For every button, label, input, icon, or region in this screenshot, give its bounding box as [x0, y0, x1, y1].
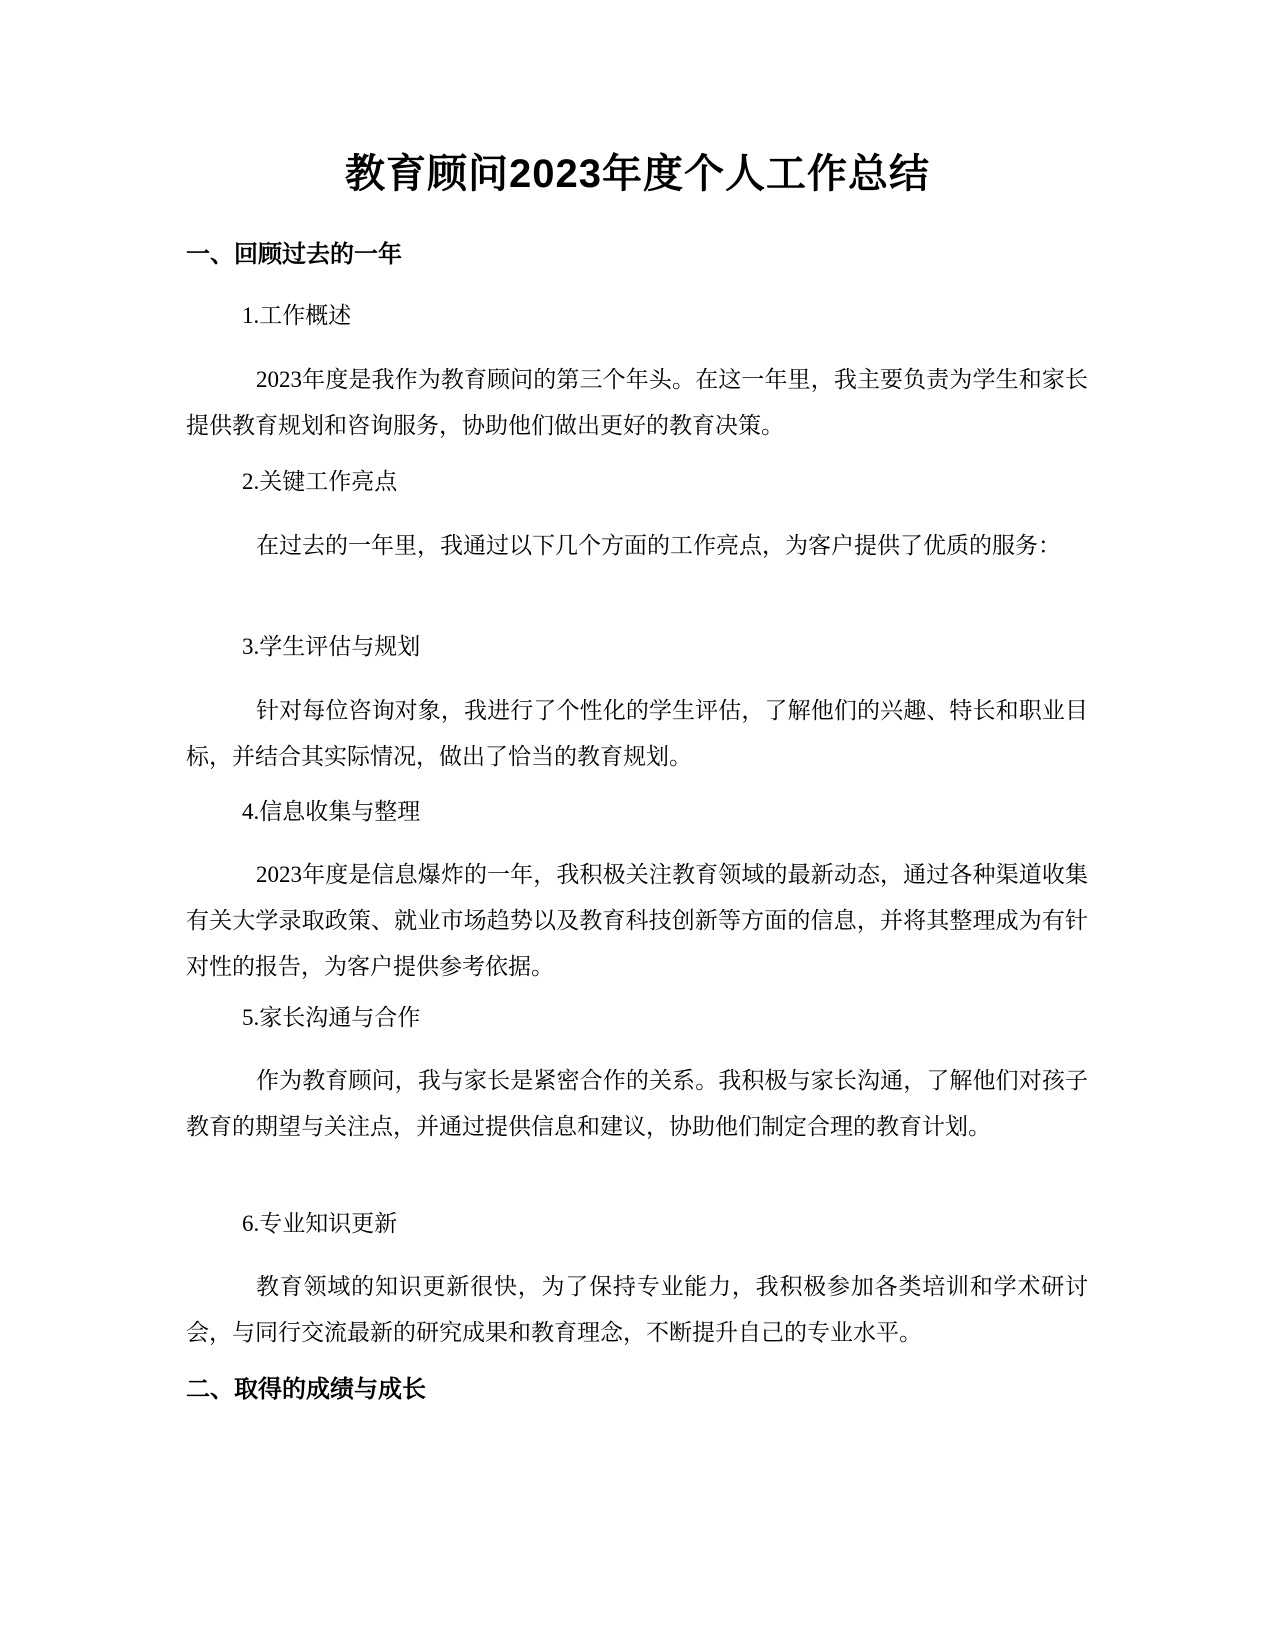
- subheading-4: 4.信息收集与整理: [242, 799, 421, 824]
- paragraph-1: 2023年度是我作为教育顾问的第三个年头。在这一年里，我主要负责为学生和家长提供教育规划和咨询服务，协助他们做出更好的教育决策。: [186, 367, 1088, 438]
- subheading-5: 5.家长沟通与合作: [242, 1005, 421, 1030]
- paragraph-6: 教育领域的知识更新很快，为了保持专业能力，我积极参加各类培训和学术研讨会，与同行交流最新的研究成果和教育理念，不断提升自己的专业水平。: [186, 1274, 1088, 1345]
- paragraph-3: 针对每位咨询对象，我进行了个性化的学生评估，了解他们的兴趣、特长和职业目标，并结合其实际情况，做出了恰当的教育规划。: [186, 698, 1088, 769]
- section-heading-2: 二、取得的成绩与成长: [186, 1376, 426, 1403]
- document-title: 教育顾问2023年度个人工作总结: [345, 152, 930, 196]
- subheading-3: 3.学生评估与规划: [242, 634, 421, 659]
- subheading-2: 2.关键工作亮点: [242, 469, 398, 494]
- section-heading-1: 一、回顾过去的一年: [186, 241, 402, 268]
- paragraph-4: 2023年度是信息爆炸的一年，我积极关注教育领域的最新动态，通过各种渠道收集有关大学录取政策、就业市场趋势以及教育科技创新等方面的信息，并将其整理成为有针对性的报告，为客户提供参考依据。: [186, 862, 1088, 979]
- paragraph-2: 在过去的一年里，我通过以下几个方面的工作亮点，为客户提供了优质的服务：: [256, 533, 1061, 558]
- subheading-1: 1.工作概述: [242, 303, 352, 328]
- paragraph-5: 作为教育顾问，我与家长是紧密合作的关系。我积极与家长沟通，了解他们对孩子教育的期望与关注点，并通过提供信息和建议，协助他们制定合理的教育计划。: [186, 1068, 1088, 1139]
- subheading-6: 6.专业知识更新: [242, 1211, 398, 1236]
